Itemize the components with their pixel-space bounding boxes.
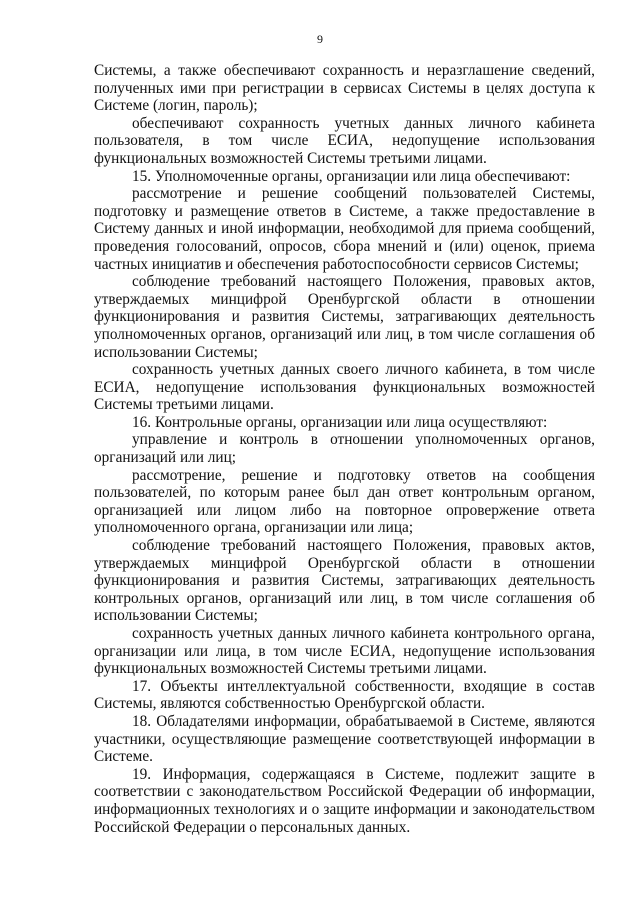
document-body	[94, 62, 595, 836]
page-number: 9	[317, 32, 323, 46]
paragraph: сохранность учетных данных личного кабинета контрольного органа, организации или лица, в том числе ЕСИА, недопущение использования функциональных возможностей Системы третьими лицами.	[94, 625, 595, 678]
paragraph: 16. Контрольные органы, организации или лица осуществляют:	[132, 413, 548, 431]
paragraph: 18. Обладателями информации, обрабатываемой в Системе, являются участники, осуществляющие размещение соответствующей информации в Системе.	[94, 712, 595, 766]
paragraph: 15. Уполномоченные органы, организации или лица обеспечивают:	[132, 167, 571, 185]
paragraph: рассмотрение и решение сообщений пользователей Системы, подготовку и размещение ответов в Системе, а также предоставление в Систему данных и иной информации, необходимой для приема сообщений, проведения голосований, опросов, сбора мнений и (или) оценок, приема частных инициатив и обеспечения работоспособности сервисов Системы;	[94, 185, 595, 273]
paragraph: Системы, а также обеспечивают сохранность и неразглашение сведений, полученных ими при регистрации в сервисах Системы в целях доступа к Системе (логин, пароль);	[94, 62, 595, 115]
paragraph: управление и контроль в отношении уполномоченных органов, организаций или лиц;	[94, 431, 595, 467]
paragraph: рассмотрение, решение и подготовку ответов на сообщения пользователей, по которым ранее был дан ответ контрольным органом, организацией или лицом либо на повторное опровержение ответа уполномоченного органа, организации или лица;	[94, 466, 595, 537]
paragraph: соблюдение требований настоящего Положения, правовых актов, утверждаемых минцифрой Оренбургской области в отношении функционирования и развития Системы, затрагивающих деятельность уполномоченных органов, организаций или лиц, в том числе соглашения об использовании Системы;	[94, 273, 595, 361]
paragraph: соблюдение требований настоящего Положения, правовых актов, утверждаемых минцифрой Оренбургской области в отношении функционирования и развития Системы, затрагивающих деятельность контрольных органов, организаций или лиц, в том числе соглашения об использовании Системы;	[94, 537, 595, 625]
paragraph: обеспечивают сохранность учетных данных личного кабинета пользователя, в том числе ЕСИА, недопущение использования функциональных возможностей Системы третьими лицами.	[94, 114, 595, 167]
paragraph: 19. Информация, содержащаяся в Системе, подлежит защите в соответствии с законодательством Российской Федерации об информации, информационных технологиях и о защите информации и законодательством Российской Федерации о персональных данных.	[94, 765, 595, 836]
paragraph: сохранность учетных данных своего личного кабинета, в том числе ЕСИА, недопущение использования функциональных возможностей Системы третьими лицами.	[94, 361, 595, 414]
paragraph: 17. Объекты интеллектуальной собственности, входящие в состав Системы, являются собственностью Оренбургской области.	[94, 677, 595, 713]
